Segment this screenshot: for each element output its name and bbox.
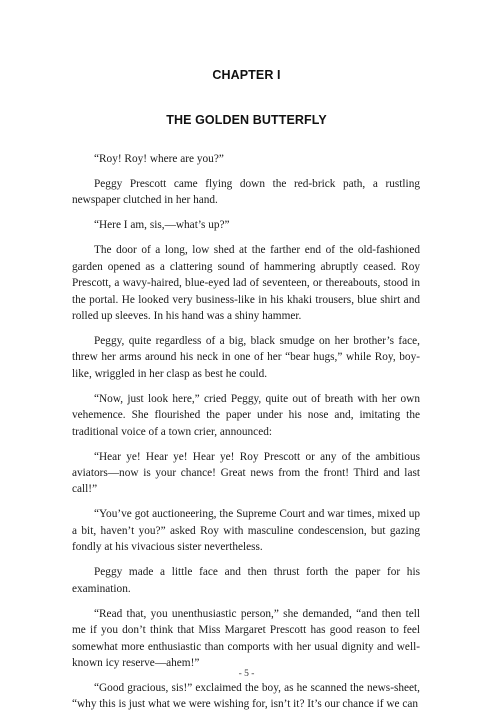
paragraph: “Hear ye! Hear ye! Hear ye! Roy Prescott or any of the ambitious aviators—now is your chance! Great news from the front! Third and last call!” <box>72 450 420 496</box>
paragraph: The door of a long, low shed at the farther end of the old-fashioned garden opened as a clattering sound of hammering abruptly ceased. Roy Prescott, a wavy-haired, blue-eyed lad of seventeen, or thereabouts, stood in the portal. He looked very business-like in his khaki trousers, blue shirt and rolled up sleeves. In his hand was a shiny hammer. <box>72 244 420 323</box>
paragraph: “Good gracious, sis!” exclaimed the boy, as he scanned the news-sheet, “why this is just what we were wishing for, isn’t it? It’s our chance if we can <box>72 681 420 711</box>
paragraph: Peggy, quite regardless of a big, black smudge on her brother’s face, threw her arms around his neck in one of her “bear hugs,” while Roy, boy-like, wriggled in her clasp as best he could. <box>72 335 420 380</box>
chapter-body <box>72 151 420 721</box>
paragraph: “Read that, you unenthusiastic person,” she demanded, “and then tell me if you don’t think that Miss Margaret Prescott has good reason to feel somewhat more enthusiastic than comports with her usual dignity and well-known icy reserve—ahem!” <box>72 607 420 669</box>
paragraph: “Here I am, sis,—what’s up?” <box>94 219 230 232</box>
paragraph: Peggy Prescott came flying down the red-brick path, a rustling newspaper clutched in her hand. <box>72 178 420 207</box>
paragraph: Peggy made a little face and then thrust forth the paper for his examination. <box>72 566 420 595</box>
paragraph: “Now, just look here,” cried Peggy, quite out of breath with her own vehemence. She flourished the paper under his nose and, imitating the traditional voice of a town crier, announced: <box>72 392 420 438</box>
paragraph: “Roy! Roy! where are you?” <box>94 153 224 165</box>
chapter-title: THE GOLDEN BUTTERFLY <box>166 113 327 127</box>
paragraph: “You’ve got auctioneering, the Supreme Court and war times, mixed up a bit, haven’t you?” asked Roy with masculine condescension, but gazing fondly at his vivacious sister nevertheless. <box>72 508 420 554</box>
chapter-number: CHAPTER I <box>212 68 281 82</box>
page-number: - 5 - <box>238 669 255 679</box>
